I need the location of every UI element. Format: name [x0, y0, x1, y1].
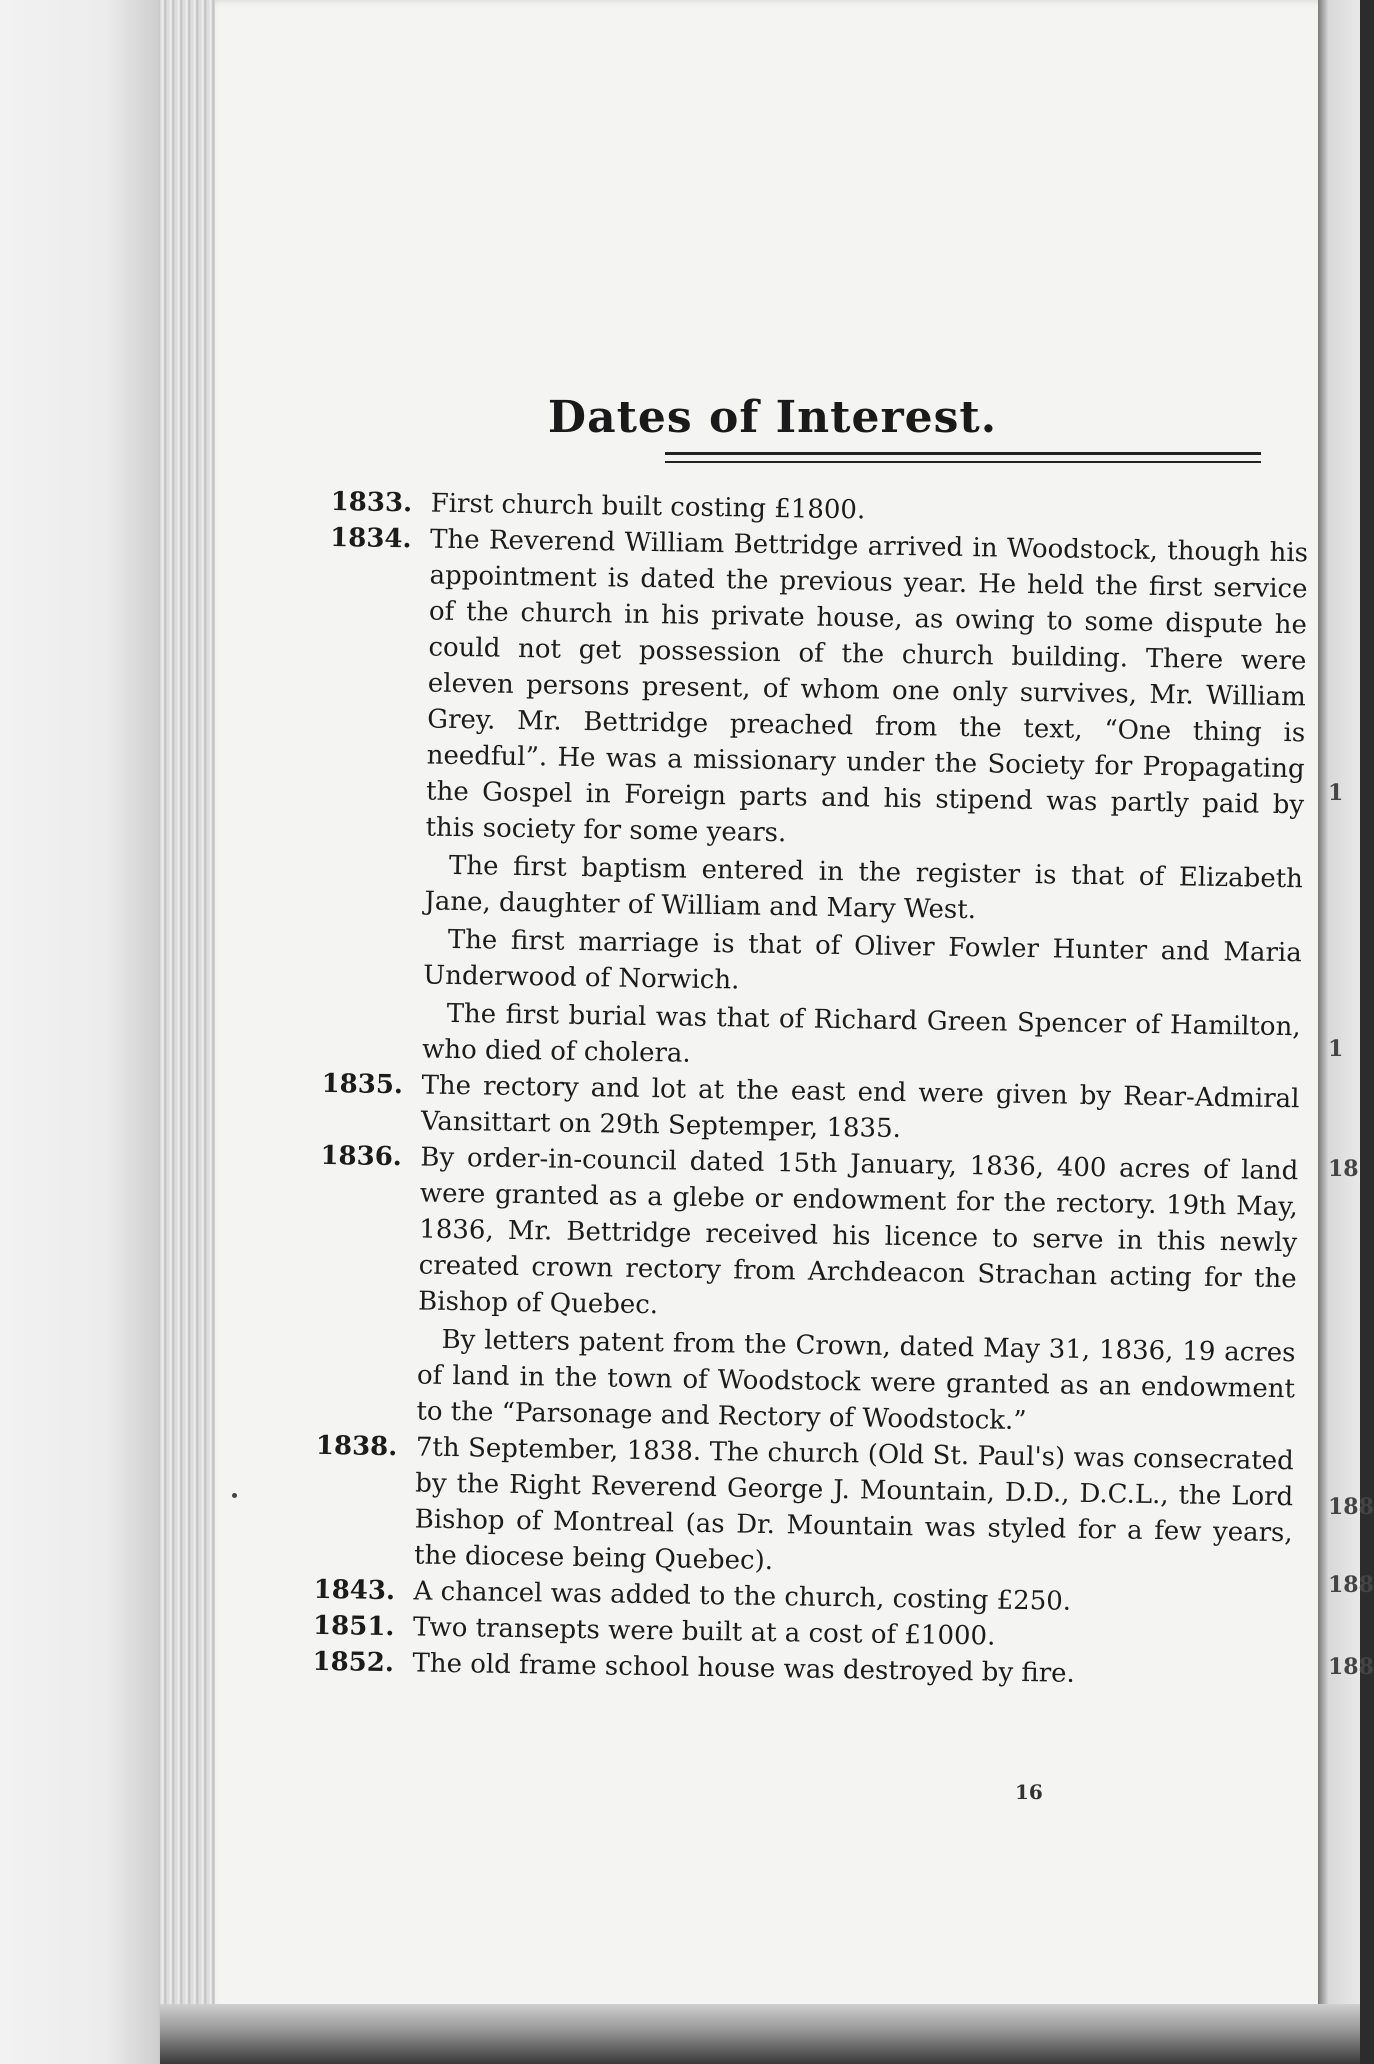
entry-paragraph: 7th September, 1838. The church (Old St. Paul's) was consecrated by the Right Reverend George J. Mountain, D.D., D.C.L., the Lord Bishop of Montreal (as Dr. Mountain was styled for a few years, the diocese being Quebec).	[413, 1432, 1295, 1577]
entry-paragraph: First church built costing £1800.	[430, 488, 866, 526]
entry-1834	[322, 520, 1308, 1081]
margin-fragment: 1	[1328, 1036, 1344, 1062]
book-page	[215, 0, 1330, 2010]
entry-text	[422, 522, 1308, 1082]
entry-year: 1835.	[321, 1068, 404, 1101]
margin-fragment: 18	[1328, 1156, 1359, 1182]
speck-mark	[232, 1493, 237, 1498]
page-number: 16	[1015, 1780, 1043, 1804]
entry-paragraph: The old frame school house was destroyed by fire.	[412, 1648, 1076, 1689]
entry-year: 1851.	[312, 1610, 395, 1643]
page-stack-edge	[160, 0, 220, 2064]
entry-year: 1838.	[315, 1430, 398, 1463]
entry-text	[416, 1139, 1298, 1443]
entry-1838	[314, 1428, 1294, 1587]
dates-list	[312, 484, 1309, 1695]
entry-year: 1836.	[320, 1140, 403, 1173]
facing-page-edge	[1318, 0, 1374, 2064]
entry-text	[414, 1429, 1294, 1587]
margin-fragment: 188	[1328, 1494, 1374, 1520]
entry-year: 1833.	[330, 486, 413, 519]
entry-paragraph: The first baptism entered in the register is that of Elizabeth Jane, daughter of William and Mary West.	[424, 850, 1304, 926]
entry-year: 1834.	[329, 522, 412, 555]
entry-paragraph: The Reverend William Bettridge arrived in Woodstock, though his appointment is dated the previous year. He held the first service of the church in his private house, as owing to some dispute he could not get possession of the church building. There were eleven persons present, of whom one only survives, Mr. William Grey. Mr. Bettridge preached from the text, “One thing is needful”. He was a missionary under the Society for Propagating the Gospel in Foreign parts and his stipend was partly paid by this society for some years.	[425, 524, 1309, 849]
entry-paragraph: A chancel was added to the church, costing £250.	[413, 1576, 1072, 1617]
entry-paragraph: The first marriage is that of Oliver Fowler Hunter and Maria Underwood of Norwich.	[423, 924, 1302, 996]
entry-paragraph: Two transepts were built at a cost of £1000.	[412, 1612, 996, 1652]
entry-paragraph: By order-in-council dated 15th January, 1836, 400 acres of land were granted as a glebe or endowment for the rectory. 19th May, 1836, Mr. Bettridge received his licence to serve in this newly created crown rectory from Archdeacon Strachan acting for the Bishop of Quebec.	[417, 1142, 1299, 1321]
page-title: Dates of Interest.	[547, 392, 998, 443]
margin-fragment: 1	[1328, 780, 1344, 806]
entry-paragraph: The rectory and lot at the east end were given by Rear-Admiral Vansittart on 29th Septemper, 1835.	[420, 1070, 1300, 1145]
margin-fragment: 188	[1328, 1654, 1374, 1680]
entry-paragraph: By letters patent from the Crown, dated May 31, 1836, 19 acres of land in the town of Woodstock were granted as an endowment to the “Parsonage and Rectory of Woodstock.”	[416, 1324, 1296, 1437]
entry-paragraph: The first burial was that of Richard Green Spencer of Hamilton, who died of cholera.	[421, 998, 1301, 1069]
left-margin	[0, 0, 175, 2064]
bottom-page-edge	[160, 2004, 1360, 2064]
entry-1836	[316, 1138, 1298, 1443]
title-double-rule	[665, 452, 1261, 463]
entry-year: 1843.	[313, 1574, 396, 1607]
entry-text	[421, 1067, 1300, 1153]
entry-year: 1852.	[312, 1646, 395, 1679]
margin-fragment: 188	[1328, 1572, 1374, 1598]
